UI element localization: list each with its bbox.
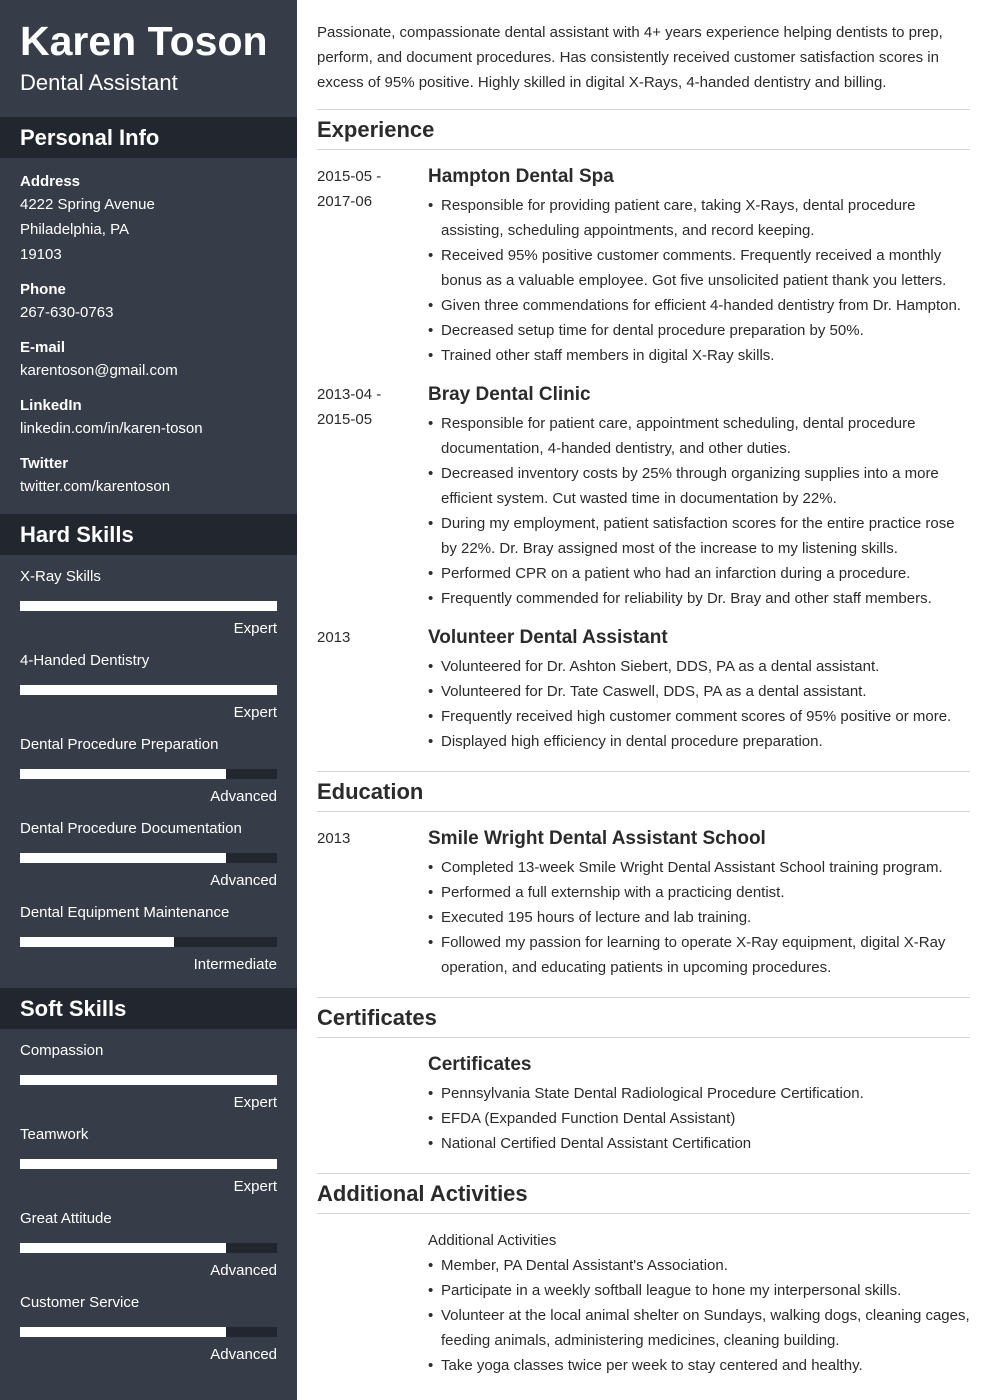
skill-name: Dental Procedure Preparation xyxy=(20,736,219,753)
date-start: 2013-04 - xyxy=(317,386,382,403)
skill-bar xyxy=(20,1243,277,1253)
skill-item xyxy=(20,1281,277,1365)
skill-bar-fill xyxy=(20,601,277,611)
skill-bar-fill xyxy=(20,1327,226,1337)
skill-name: X-Ray Skills xyxy=(20,568,101,585)
bullet-item: • National Certified Dental Assistant Certification xyxy=(428,1131,970,1156)
address-label: Address xyxy=(20,173,81,190)
twitter-label: Twitter xyxy=(20,455,69,472)
bullet-item: • Responsible for patient care, appointment scheduling, dental procedure documentation, 4-handed dentistry, and other duties. xyxy=(428,411,970,461)
skill-bar xyxy=(20,1327,277,1337)
personal-info-heading: Personal Info xyxy=(0,117,297,158)
experience-bullets xyxy=(428,654,970,754)
education-entry xyxy=(317,812,970,980)
bullet-item: • Performed a full externship with a practicing dentist. xyxy=(428,880,970,905)
sidebar xyxy=(0,0,297,1400)
experience-date xyxy=(317,164,428,368)
hard-skills-heading: Hard Skills xyxy=(0,514,297,555)
bullet-item: • EFDA (Expanded Function Dental Assistant) xyxy=(428,1106,970,1131)
bullet-item: • Followed my passion for learning to operate X-Ray equipment, digital X-Ray operation, and educating patients in upcoming procedures. xyxy=(428,930,970,980)
twitter-value[interactable]: twitter.com/karentoson xyxy=(20,478,171,495)
bullet-item: • During my employment, patient satisfaction scores for the entire practice rose by 22%. Dr. Bray assigned most of the increase to my listening skills. xyxy=(428,511,970,561)
experience-date xyxy=(317,625,428,754)
skill-name: Teamwork xyxy=(20,1126,89,1143)
address-line-3: 19103 xyxy=(20,246,62,263)
skill-level: Intermediate xyxy=(193,956,277,973)
experience-date xyxy=(317,382,428,611)
certificates-heading: Certificates xyxy=(317,997,970,1038)
skill-bar xyxy=(20,1159,277,1169)
skill-bar-fill xyxy=(20,685,277,695)
email-label: E-mail xyxy=(20,339,66,356)
skill-bar-fill xyxy=(20,853,226,863)
skill-item xyxy=(20,1113,277,1197)
education-bullets xyxy=(428,855,970,980)
skill-name: Dental Procedure Documentation xyxy=(20,820,242,837)
skill-bar xyxy=(20,1075,277,1085)
skill-bar-fill xyxy=(20,769,226,779)
phone-label: Phone xyxy=(20,281,66,298)
skill-level: Advanced xyxy=(210,1262,277,1279)
activities-bullets xyxy=(428,1253,970,1378)
skill-item xyxy=(20,1197,277,1281)
experience-entry xyxy=(317,150,970,368)
education-heading: Education xyxy=(317,771,970,812)
experience-list xyxy=(317,150,970,754)
skill-item xyxy=(20,723,277,807)
bullet-item: • Decreased setup time for dental procedure preparation by 50%. xyxy=(428,318,970,343)
skill-bar-fill xyxy=(20,1075,277,1085)
date-start: 2013 xyxy=(317,629,351,646)
bullet-item: • Volunteered for Dr. Ashton Siebert, DDS, PA as a dental assistant. xyxy=(428,654,970,679)
linkedin-label: LinkedIn xyxy=(20,397,82,414)
bullet-item: • Volunteer at the local animal shelter on Sundays, walking dogs, cleaning cages, feeding animals, administering medicines, cleaning building. xyxy=(428,1303,970,1353)
date-end: 2017-06 xyxy=(317,193,373,210)
bullet-item: • Responsible for providing patient care, taking X-Rays, dental procedure assisting, scheduling appointments, and record keeping. xyxy=(428,193,970,243)
bullet-item: • Completed 13-week Smile Wright Dental Assistant School training program. xyxy=(428,855,970,880)
summary: Passionate, compassionate dental assistant with 4+ years experience helping dentists to prep, perform, and document procedures. Has consistently received customer satisfaction scores in excess of 95% positive. Highly skilled in digital X-Rays, 4-handed dentistry and billing. xyxy=(317,24,943,91)
education-title: Smile Wright Dental Assistant School xyxy=(428,828,766,849)
skill-name: Dental Equipment Maintenance xyxy=(20,904,230,921)
skill-item xyxy=(20,807,277,891)
experience-heading: Experience xyxy=(317,109,970,150)
personal-info xyxy=(0,172,297,499)
bullet-item: • Received 95% positive customer comments. Frequently received a monthly bonus as a valuable employee. Got five unsolicited patient thank you letters. xyxy=(428,243,970,293)
certificates-title: Certificates xyxy=(428,1054,532,1075)
skill-name: Compassion xyxy=(20,1042,104,1059)
experience-entry xyxy=(317,611,970,754)
experience-bullets xyxy=(428,411,970,611)
experience-title: Hampton Dental Spa xyxy=(428,166,614,187)
bullet-item: • Displayed high efficiency in dental procedure preparation. xyxy=(428,729,970,754)
skill-bar xyxy=(20,769,277,779)
date-start: 2015-05 - xyxy=(317,168,382,185)
bullet-item: • Member, PA Dental Assistant's Association. xyxy=(428,1253,970,1278)
skill-item xyxy=(20,891,277,975)
skill-item xyxy=(20,555,277,639)
bullet-item: • Pennsylvania State Dental Radiological Procedure Certification. xyxy=(428,1081,970,1106)
experience-bullets xyxy=(428,193,970,368)
candidate-name: Karen Toson xyxy=(20,18,268,64)
skill-level: Advanced xyxy=(210,788,277,805)
skill-item xyxy=(20,1029,277,1113)
soft-skills-list xyxy=(0,1029,297,1365)
skill-name: Customer Service xyxy=(20,1294,140,1311)
bullet-item: • Given three commendations for efficient 4-handed dentistry from Dr. Hampton. xyxy=(428,293,970,318)
skill-item xyxy=(20,639,277,723)
skill-bar-fill xyxy=(20,1243,226,1253)
experience-title: Volunteer Dental Assistant xyxy=(428,627,668,648)
hard-skills-list xyxy=(0,555,297,975)
skill-bar xyxy=(20,853,277,863)
candidate-title: Dental Assistant xyxy=(20,70,178,95)
bullet-item: • Performed CPR on a patient who had an infarction during a procedure. xyxy=(428,561,970,586)
skill-level: Advanced xyxy=(210,1346,277,1363)
skill-level: Expert xyxy=(233,620,277,637)
skill-bar-fill xyxy=(20,1159,277,1169)
activities-entry xyxy=(317,1214,970,1378)
soft-skills-heading: Soft Skills xyxy=(0,988,297,1029)
skill-bar xyxy=(20,601,277,611)
main-content xyxy=(317,0,970,1378)
activities-heading: Additional Activities xyxy=(317,1173,970,1214)
date-end: 2015-05 xyxy=(317,411,373,428)
email-value[interactable]: karentoson@gmail.com xyxy=(20,362,178,379)
bullet-item: • Frequently commended for reliability by Dr. Bray and other staff members. xyxy=(428,586,970,611)
activities-title: Additional Activities xyxy=(428,1232,557,1249)
skill-name: Great Attitude xyxy=(20,1210,112,1227)
bullet-item: • Executed 195 hours of lecture and lab training. xyxy=(428,905,970,930)
bullet-item: • Decreased inventory costs by 25% through organizing supplies into a more efficient system. Cut wasted time in documentation by 22%. xyxy=(428,461,970,511)
linkedin-value[interactable]: linkedin.com/in/karen-toson xyxy=(20,420,203,437)
skill-level: Expert xyxy=(233,704,277,721)
bullet-item: • Take yoga classes twice per week to stay centered and healthy. xyxy=(428,1353,970,1378)
bullet-item: • Frequently received high customer comment scores of 95% positive or more. xyxy=(428,704,970,729)
address-line-2: Philadelphia, PA xyxy=(20,221,129,238)
bullet-item: • Participate in a weekly softball league to hone my interpersonal skills. xyxy=(428,1278,970,1303)
certificates-entry xyxy=(317,1038,970,1156)
skill-name: 4-Handed Dentistry xyxy=(20,652,150,669)
skill-bar xyxy=(20,685,277,695)
skill-bar-fill xyxy=(20,937,174,947)
experience-entry xyxy=(317,368,970,611)
skill-level: Advanced xyxy=(210,872,277,889)
address-line-1: 4222 Spring Avenue xyxy=(20,196,155,213)
experience-title: Bray Dental Clinic xyxy=(428,384,591,405)
skill-level: Expert xyxy=(233,1178,277,1195)
education-date: 2013 xyxy=(317,830,351,847)
bullet-item: • Volunteered for Dr. Tate Caswell, DDS, PA as a dental assistant. xyxy=(428,679,970,704)
certificates-bullets xyxy=(428,1081,970,1156)
skill-bar xyxy=(20,937,277,947)
bullet-item: • Trained other staff members in digital X-Ray skills. xyxy=(428,343,970,368)
phone-value: 267-630-0763 xyxy=(20,304,114,321)
skill-level: Expert xyxy=(233,1094,277,1111)
